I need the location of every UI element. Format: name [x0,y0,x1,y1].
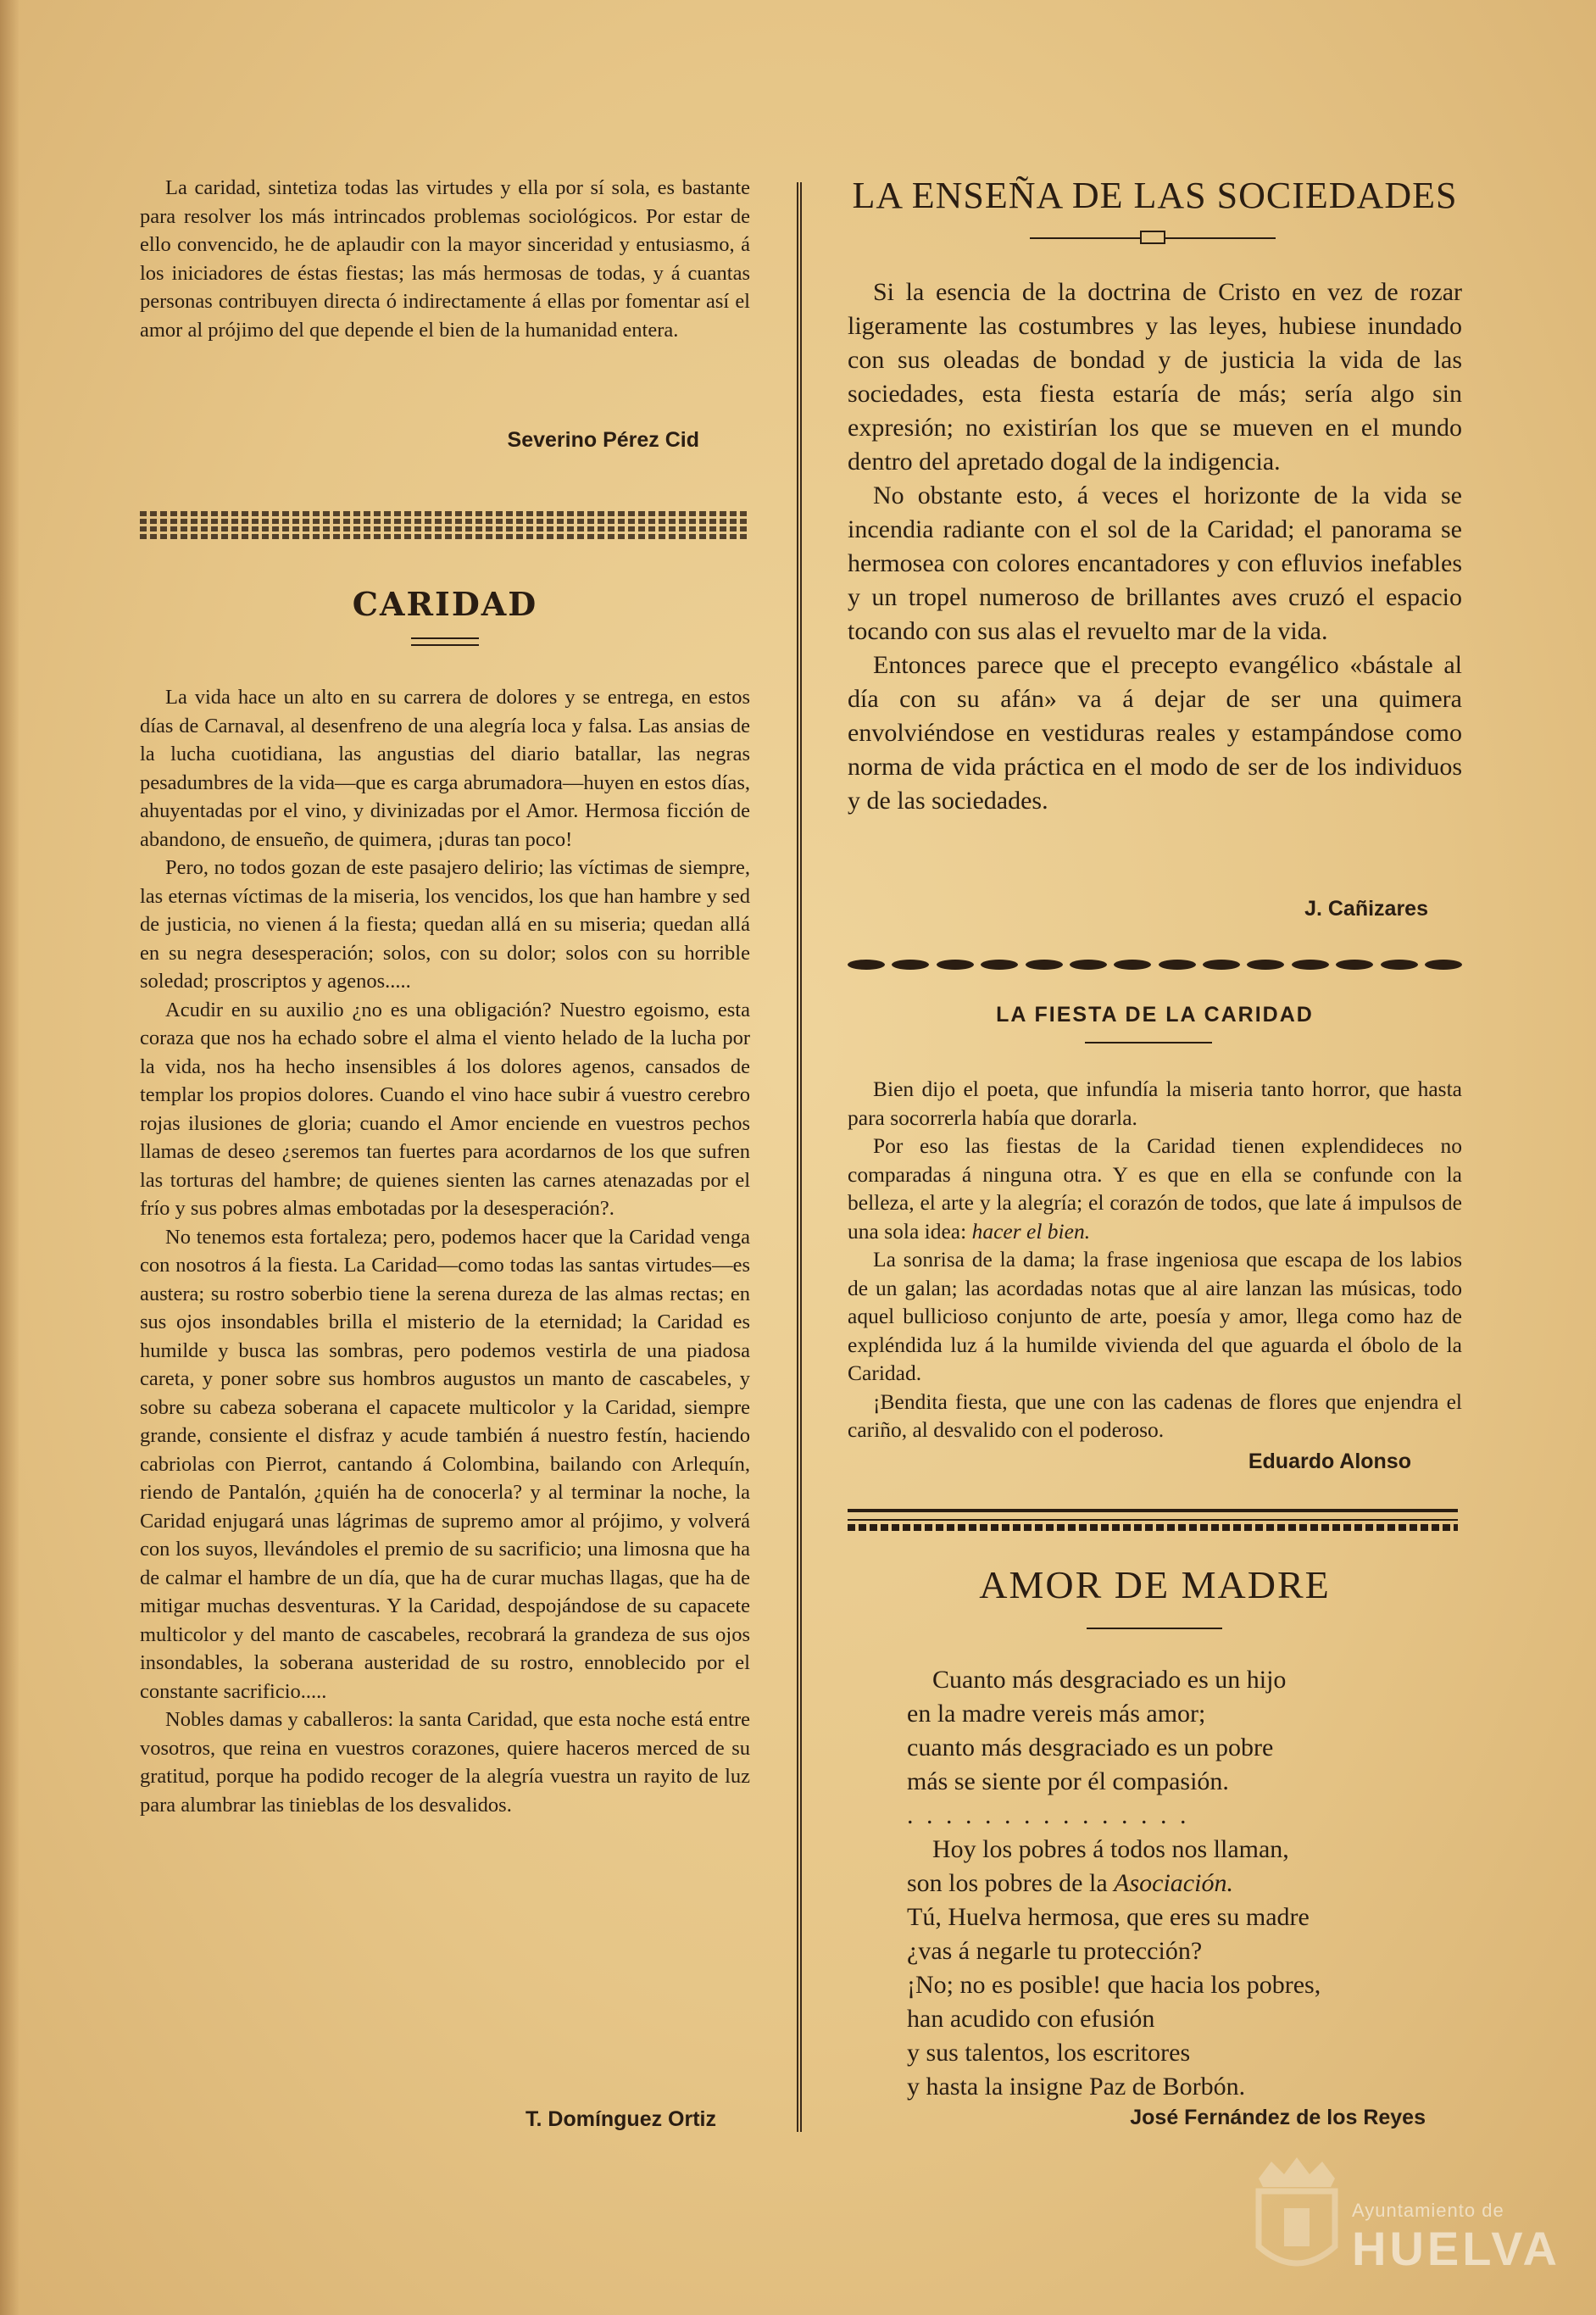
amor-title: AMOR DE MADRE [979,1563,1331,1606]
caridad-paragraph: La vida hace un alto en su carrera de dolores y se entrega, en estos días de Carnaval, al desenfreno de una alegría loca y falsa. Las ansias de la lucha cuotidiana, las angustias del diario batallar, las negras pesadumbres de la vida—que es carga abrumadora—huyen en estos días, ahuyentadas por el vino, y divinizadas por el Amor. Hermosa ficción de abandono, de ensueño, de quimera, ¡duras tan poco! [140,686,750,851]
watermark-line1: Ayuntamiento de [1352,2200,1504,2221]
fiesta-paragraph: Bien dijo el poeta, que infundía la miseria tanto horror, que hasta para socorrerla había que dorarla. [848,1077,1462,1130]
poem-line: Cuanto más desgraciado es un hijo [932,1666,1287,1694]
caridad-paragraph: Pero, no todos gozan de este pasajero delirio; las víctimas de siempre, las eternas víctimas de la miseria, los vencidos, los que han hambre y sed de justicia, no vienen á la fiesta; quedan allá en su miseria; quedan allá en su negra desesperación; solos, con su dolor; solos con su horrible soledad; proscriptos y agenos..... [140,856,750,993]
intro-signature: Severino Pérez Cid [507,428,699,452]
ensena-paragraph: Entonces parece que el precepto evangélico «bástale al día con su afán» va á dejar de ser una quimera envolviéndose en vestiduras reales y estampándose como norma de vida práctica en el modo de ser de los individuos y de las sociedades. [848,651,1462,815]
caridad-paragraph: Acudir en su auxilio ¿no es una obligación? Nuestro egoismo, esta coraza que nos ha echado sobre el alma el viento helado de la lucha por la vida, nos ha hecho insensibles á los dolores agenos, cansados de templar los propios dolores. Cuando el vino hace subir á vuestro cerebro rojas ilusiones de gloria; cuando el Amor enciende en vuestros pechos llamas de deseo ¿seremos tan fuertes para acordarnos de los que sufren las torturas del hambre; de quienes sienten las carnes atenazadas por el frío y sus pobres almas embotadas por la desesperación?. [140,998,750,1220]
fiesta-paragraph [848,1132,1462,1245]
fiesta-body [848,1075,1462,1444]
ensena-paragraph: No obstante esto, á veces el horizonte de la vida se incendia radiante con el sol de la Caridad; el panorama se hermosea con colores encantadores y con efluvios inefables y un tropel numeroso de brillantes aves cruzó el espacio tocando con sus alas el revuelto mar de la vida. [848,481,1462,645]
leaf-divider [848,960,1462,970]
poem-line: Hoy los pobres á todos nos llaman, [932,1835,1289,1863]
poem-line: ¿vas á negarle tu protección? [907,1937,1203,1965]
poem-line [907,1867,1432,1900]
double-rule-divider [848,1509,1458,1521]
fiesta-paragraph: La sonrisa de la dama; la frase ingeniosa que escapa de los labios de un galan; las acordadas notas que al aire lanzan las músicas, todo aquel bullicioso conjunto de arte, poesía y amor, llega como haz de expléndida luz á la humilde vivienda del que aguarda el óbolo de la Caridad. [848,1247,1462,1385]
poem-line: ¡No; no es posible! que hacia los pobres, [907,1971,1321,1999]
ensena-title: LA ENSEÑA DE LAS SOCIEDADES [852,175,1458,216]
ensena-paragraph: Si la esencia de la doctrina de Cristo en vez de rozar ligeramente las costumbres y las leyes, hubiese inundado con sus oleadas de bondad y de justicia la vida de las sociedades, esta fiesta estaría de más; sería algo sin expresión; no existirían los que se mueven en el mundo dentro del apretado dogal de la indigencia. [848,278,1462,476]
fiesta-paragraph-text: Por eso las fiestas de la Caridad tienen explendideces no comparadas á ninguna otra. Y es que en ella se confunde con la belleza, el arte y la alegría; el corazón de todos, que late á impulsos de una sola idea: [848,1133,1462,1244]
caridad-body [140,683,750,1819]
poem-line: y hasta la insigne Paz de Borbón. [907,2073,1246,2101]
column-separator [797,182,802,2132]
amor-signature: José Fernández de los Reyes [1130,2106,1426,2129]
poem-line: Tú, Huelva hermosa, que eres su madre [907,1903,1310,1931]
dashed-divider [848,1524,1458,1531]
caridad-paragraph: Nobles damas y caballeros: la santa Caridad, que esta noche está entre vosotros, que reina en vuestros corazones, quiere haceros merced de su gratitud, porque ha podido recoger de la alegría vuestra un rayito de luz para alumbrar las tinieblas de los desvalidos. [140,1708,750,1817]
title-ornament-icon [1140,231,1165,244]
caridad-paragraph: No tenemos esta fortaleza; pero, podemos hacer que la Caridad venga con nosotros á la fiesta. La Caridad—como todas las santas virtudes—es austera; su rostro soberbio tiene la serena dureza de las almas rectas; en sus ojos insondables brilla el misterio de la eternidad; la Caridad es humilde y busca las sombras, pero podemos vestirla de una piadosa careta, y poner sobre sus hombros augustos un manto de cascabeles, y sobre su cabeza soberana el capacete multicolor y la Caridad, siempre grande, consiente el disfraz y acude también á nuestro festín, haciendo cabriolas con Pierrot, cantando á Colombina, bailando con Arlequín, riendo de Pantalón, ¿quién ha de conocerla? y al terminar la noche, la Caridad enjugará unas lágrimas de supremo amor al prójimo, y volverá con los suyos, llevándoles el premio de su sacrificio; una limosna que ha de calmar el hambre de un día, que ha de curar muchas llagas, que ha de mitigar muchas desventuras. Y la Caridad, despojándose de su capacete multicolor y del manto de cascabeles, recobrará la grandeza de sus ojos insondables, la soberana austeridad de su rostro, ennoblecido por el constante sacrificio..... [140,1225,750,1703]
title-underline [411,637,479,646]
archive-watermark [1352,2200,1560,2273]
watermark-line2: HUELVA [1352,2222,1560,2275]
poem-line: en la madre vereis más amor; [907,1700,1206,1728]
caridad-title: CARIDAD [352,585,538,623]
amor-poem [907,1663,1432,2104]
ensena-signature: J. Cañizares [1304,897,1428,921]
page-fold-shadow [0,0,19,2315]
poem-emphasis: Asociación. [1114,1869,1233,1897]
checkered-divider [140,509,750,539]
title-underline [1085,1042,1212,1047]
poem-line: cuanto más desgraciado es un pobre [907,1733,1274,1761]
fiesta-emphasis: hacer el bien. [971,1218,1091,1244]
poem-line: y sus talentos, los escritores [907,2039,1191,2067]
fiesta-title: LA FIESTA DE LA CARIDAD [996,1003,1314,1027]
poem-line: más se siente por él compasión. [907,1767,1229,1795]
city-seal-icon [1246,2153,1348,2280]
poem-line: han acudido con efusión [907,2005,1155,2033]
caridad-signature: T. Domínguez Ortiz [526,2107,716,2131]
fiesta-paragraph: ¡Bendita fiesta, que une con las cadenas de flores que enjendra el cariño, al desvalido con el poderoso. [848,1388,1462,1442]
poem-dots: . . . . . . . . . . . . . . . [907,1801,1190,1829]
title-ornament-line [1087,1628,1222,1629]
poem-line-text: son los pobres de la [907,1869,1108,1897]
intro-paragraph: La caridad, sintetiza todas las virtudes y ella por sí sola, es bastante para resolver los más intrincados problemas sociológicos. Por estar de ello convencido, he de aplaudir con la mayor sinceridad y entusiasmo, á los iniciadores de éstas fiestas; las más hermosas de todas, y á cuantas personas contribuyen directa ó indirectamente á ellas por fomentar así el amor al prójimo del que depende el bien de la humanidad entera. [140,176,750,342]
fiesta-signature: Eduardo Alonso [1248,1450,1411,1473]
ensena-body [848,275,1462,818]
